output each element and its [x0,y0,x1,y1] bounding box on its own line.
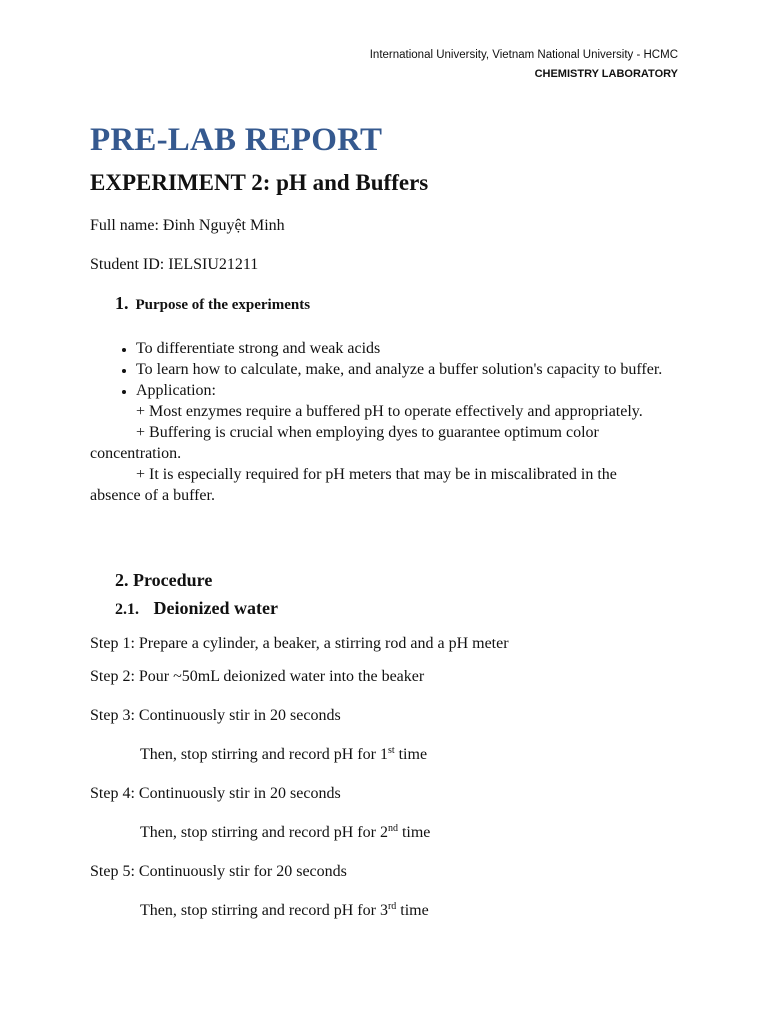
procedure-substep: Then, stop stirring and record pH for 2nd time [140,823,431,841]
section-1-number: 1. [115,293,129,313]
section-2-number: 2. [115,570,129,590]
list-item: • To differentiate strong and weak acids [136,338,680,359]
report-title: PRE-LAB REPORT [90,122,383,158]
list-item: • To learn how to calculate, make, and analyze a buffer solution's capacity to buffer. [136,359,680,380]
experiment-title: EXPERIMENT 2: pH and Buffers [90,170,429,195]
application-item: + Most enzymes require a buffered pH to operate effectively and appropriately. [136,403,643,420]
procedure-step: Step 5: Continuously stir for 20 seconds [90,863,347,880]
application-label: • Application: [136,382,216,399]
list-item [136,380,680,422]
student-id: Student ID: IELSIU21211 [90,256,259,273]
section-2-title: Procedure [133,570,213,590]
university-name: International University, Vietnam National University - HCMC [369,49,678,61]
purpose-list [90,338,680,506]
application-item-cont: concentration. [90,445,182,462]
section-1-heading [115,293,310,314]
student-name: Full name: Đinh Nguyệt Minh [90,217,285,234]
subsection-title: Deionized water [153,598,278,618]
application-item-cont: absence of a buffer. [90,487,215,504]
procedure-step: Step 1: Prepare a cylinder, a beaker, a stirring rod and a pH meter [90,635,509,652]
procedure-substep: Then, stop stirring and record pH for 1st time [140,745,428,763]
procedure-step: Step 2: Pour ~50mL deionized water into the beaker [90,668,425,685]
document-header [370,46,678,84]
application-item: + It is especially required for pH meters that may be in miscalibrated in the [136,466,617,483]
procedure-step: Step 3: Continuously stir in 20 seconds [90,707,341,724]
procedure-step: Step 4: Continuously stir in 20 seconds [90,785,341,802]
subsection-number: 2.1. [115,601,139,618]
section-2-heading [115,570,212,591]
section-1-title: Purpose of the experiments [135,297,311,313]
procedure-substep: Then, stop stirring and record pH for 3rd time [140,901,429,919]
lab-name: CHEMISTRY LABORATORY [534,68,678,80]
application-item: + Buffering is crucial when employing dyes to guarantee optimum color [136,424,599,441]
subsection-2-1-heading [115,598,278,619]
